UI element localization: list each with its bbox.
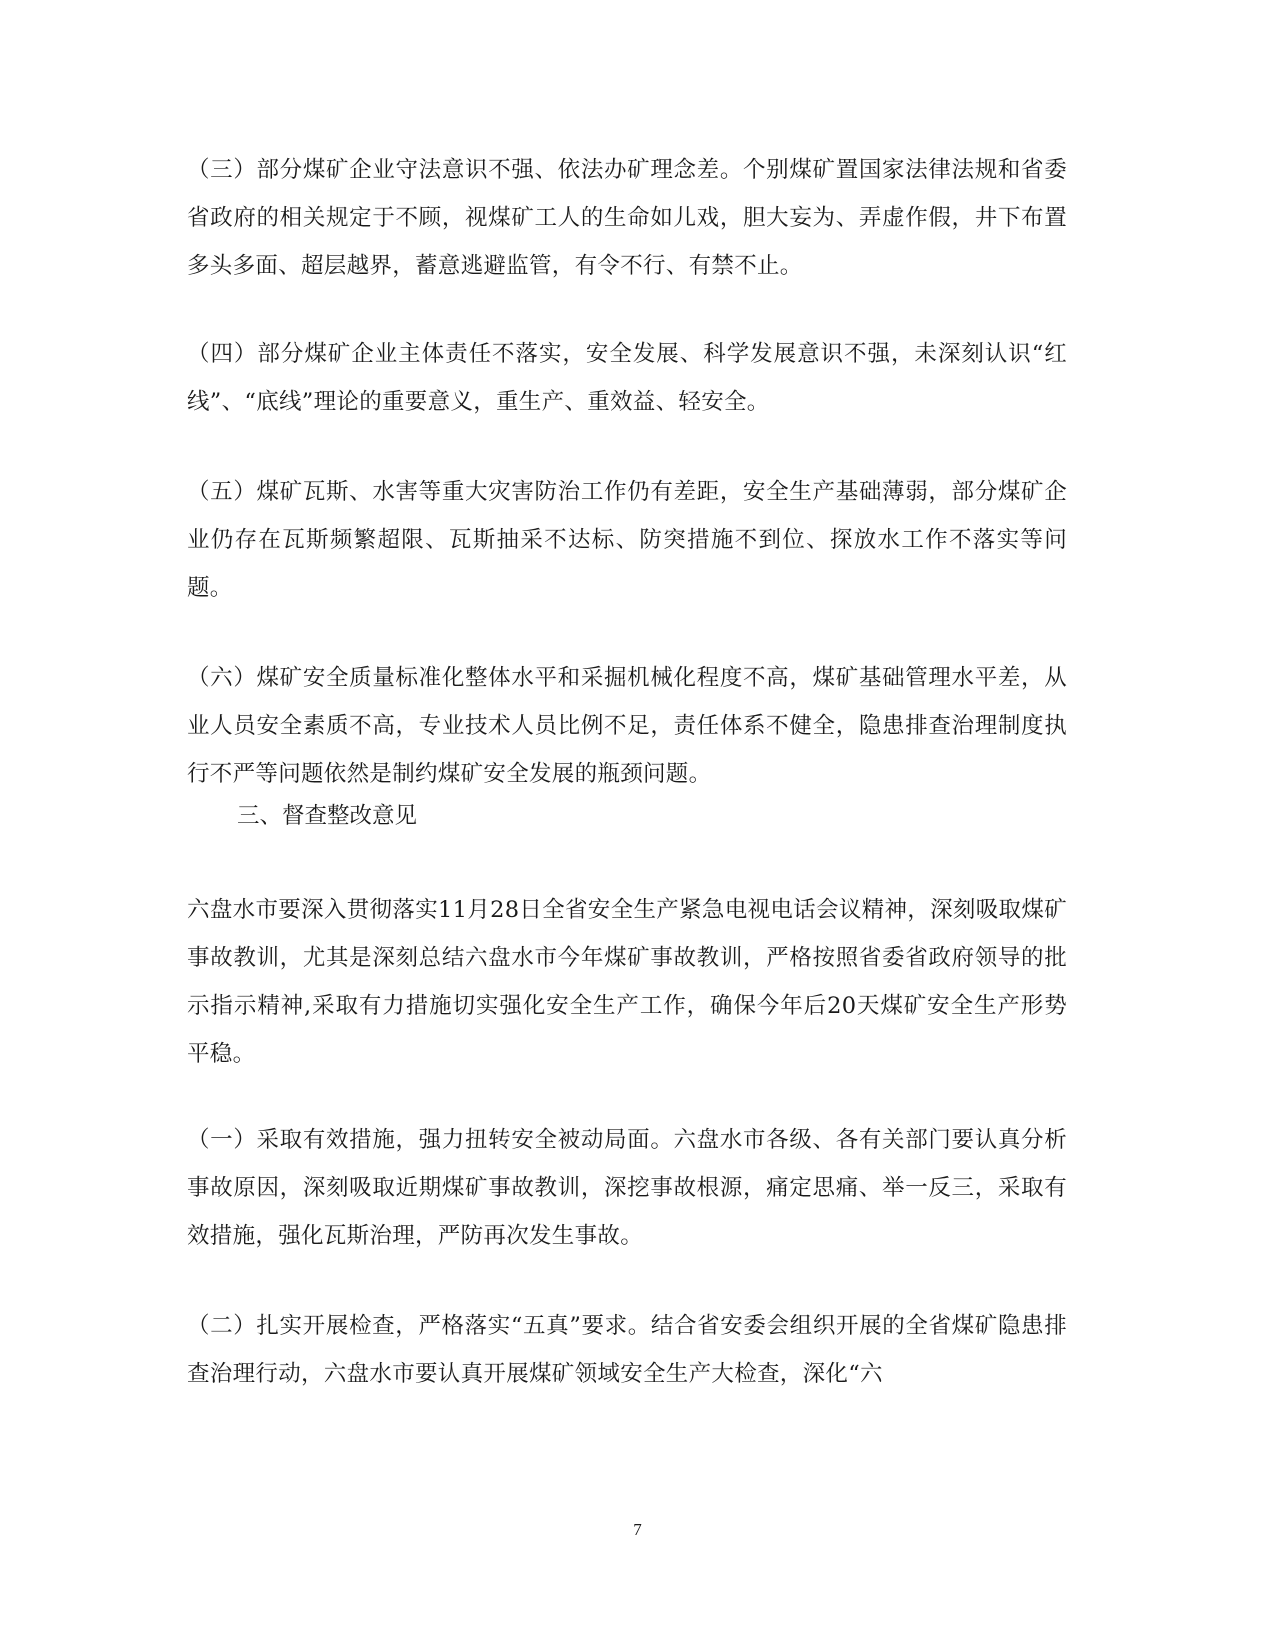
paragraph-item-1: （一）采取有效措施，强力扭转安全被动局面。六盘水市各级、各有关部门要认真分析事故原因，深刻吸取近期煤矿事故教训，深挖事故根源，痛定思痛、举一反三，采取有效措施，强化瓦斯治理，严防再次发生事故。 — [187, 1127, 1067, 1249]
section-heading: 三、督查整改意见 — [237, 803, 418, 829]
paragraph-6: （六）煤矿安全质量标准化整体水平和采掘机械化程度不高，煤矿基础管理水平差，从业人员安全素质不高，专业技术人员比例不足，责任体系不健全，隐患排查治理制度执行不严等问题依然是制约煤矿安全发展的瓶颈问题。 — [187, 665, 1067, 787]
paragraph-5: （五）煤矿瓦斯、水害等重大灾害防治工作仍有差距，安全生产基础薄弱，部分煤矿企业仍存在瓦斯频繁超限、瓦斯抽采不达标、防突措施不到位、探放水工作不落实等问题。 — [187, 479, 1067, 601]
page-number: 7 — [633, 1520, 642, 1539]
paragraph-item-2: （二）扎实开展检查，严格落实“五真”要求。结合省安委会组织开展的全省煤矿隐患排查治理行动，六盘水市要认真开展煤矿领域安全生产大检查，深化“六 — [187, 1313, 1067, 1387]
paragraph-4: （四）部分煤矿企业主体责任不落实，安全发展、科学发展意识不强，未深刻认识“红线”、“底线”理论的重要意义，重生产、重效益、轻安全。 — [187, 341, 1067, 415]
paragraph-intro: 六盘水市要深入贯彻落实11月28日全省安全生产紧急电视电话会议精神，深刻吸取煤矿事故教训，尤其是深刻总结六盘水市今年煤矿事故教训，严格按照省委省政府领导的批示指示精神,采取有力措施切实强化安全生产工作，确保今年后20天煤矿安全生产形势平稳。 — [187, 897, 1067, 1067]
paragraph-3: （三）部分煤矿企业守法意识不强、依法办矿理念差。个别煤矿置国家法律法规和省委省政府的相关规定于不顾，视煤矿工人的生命如儿戏，胆大妄为、弄虚作假，井下布置多头多面、超层越界，蓄意逃避监管，有令不行、有禁不止。 — [187, 157, 1067, 279]
